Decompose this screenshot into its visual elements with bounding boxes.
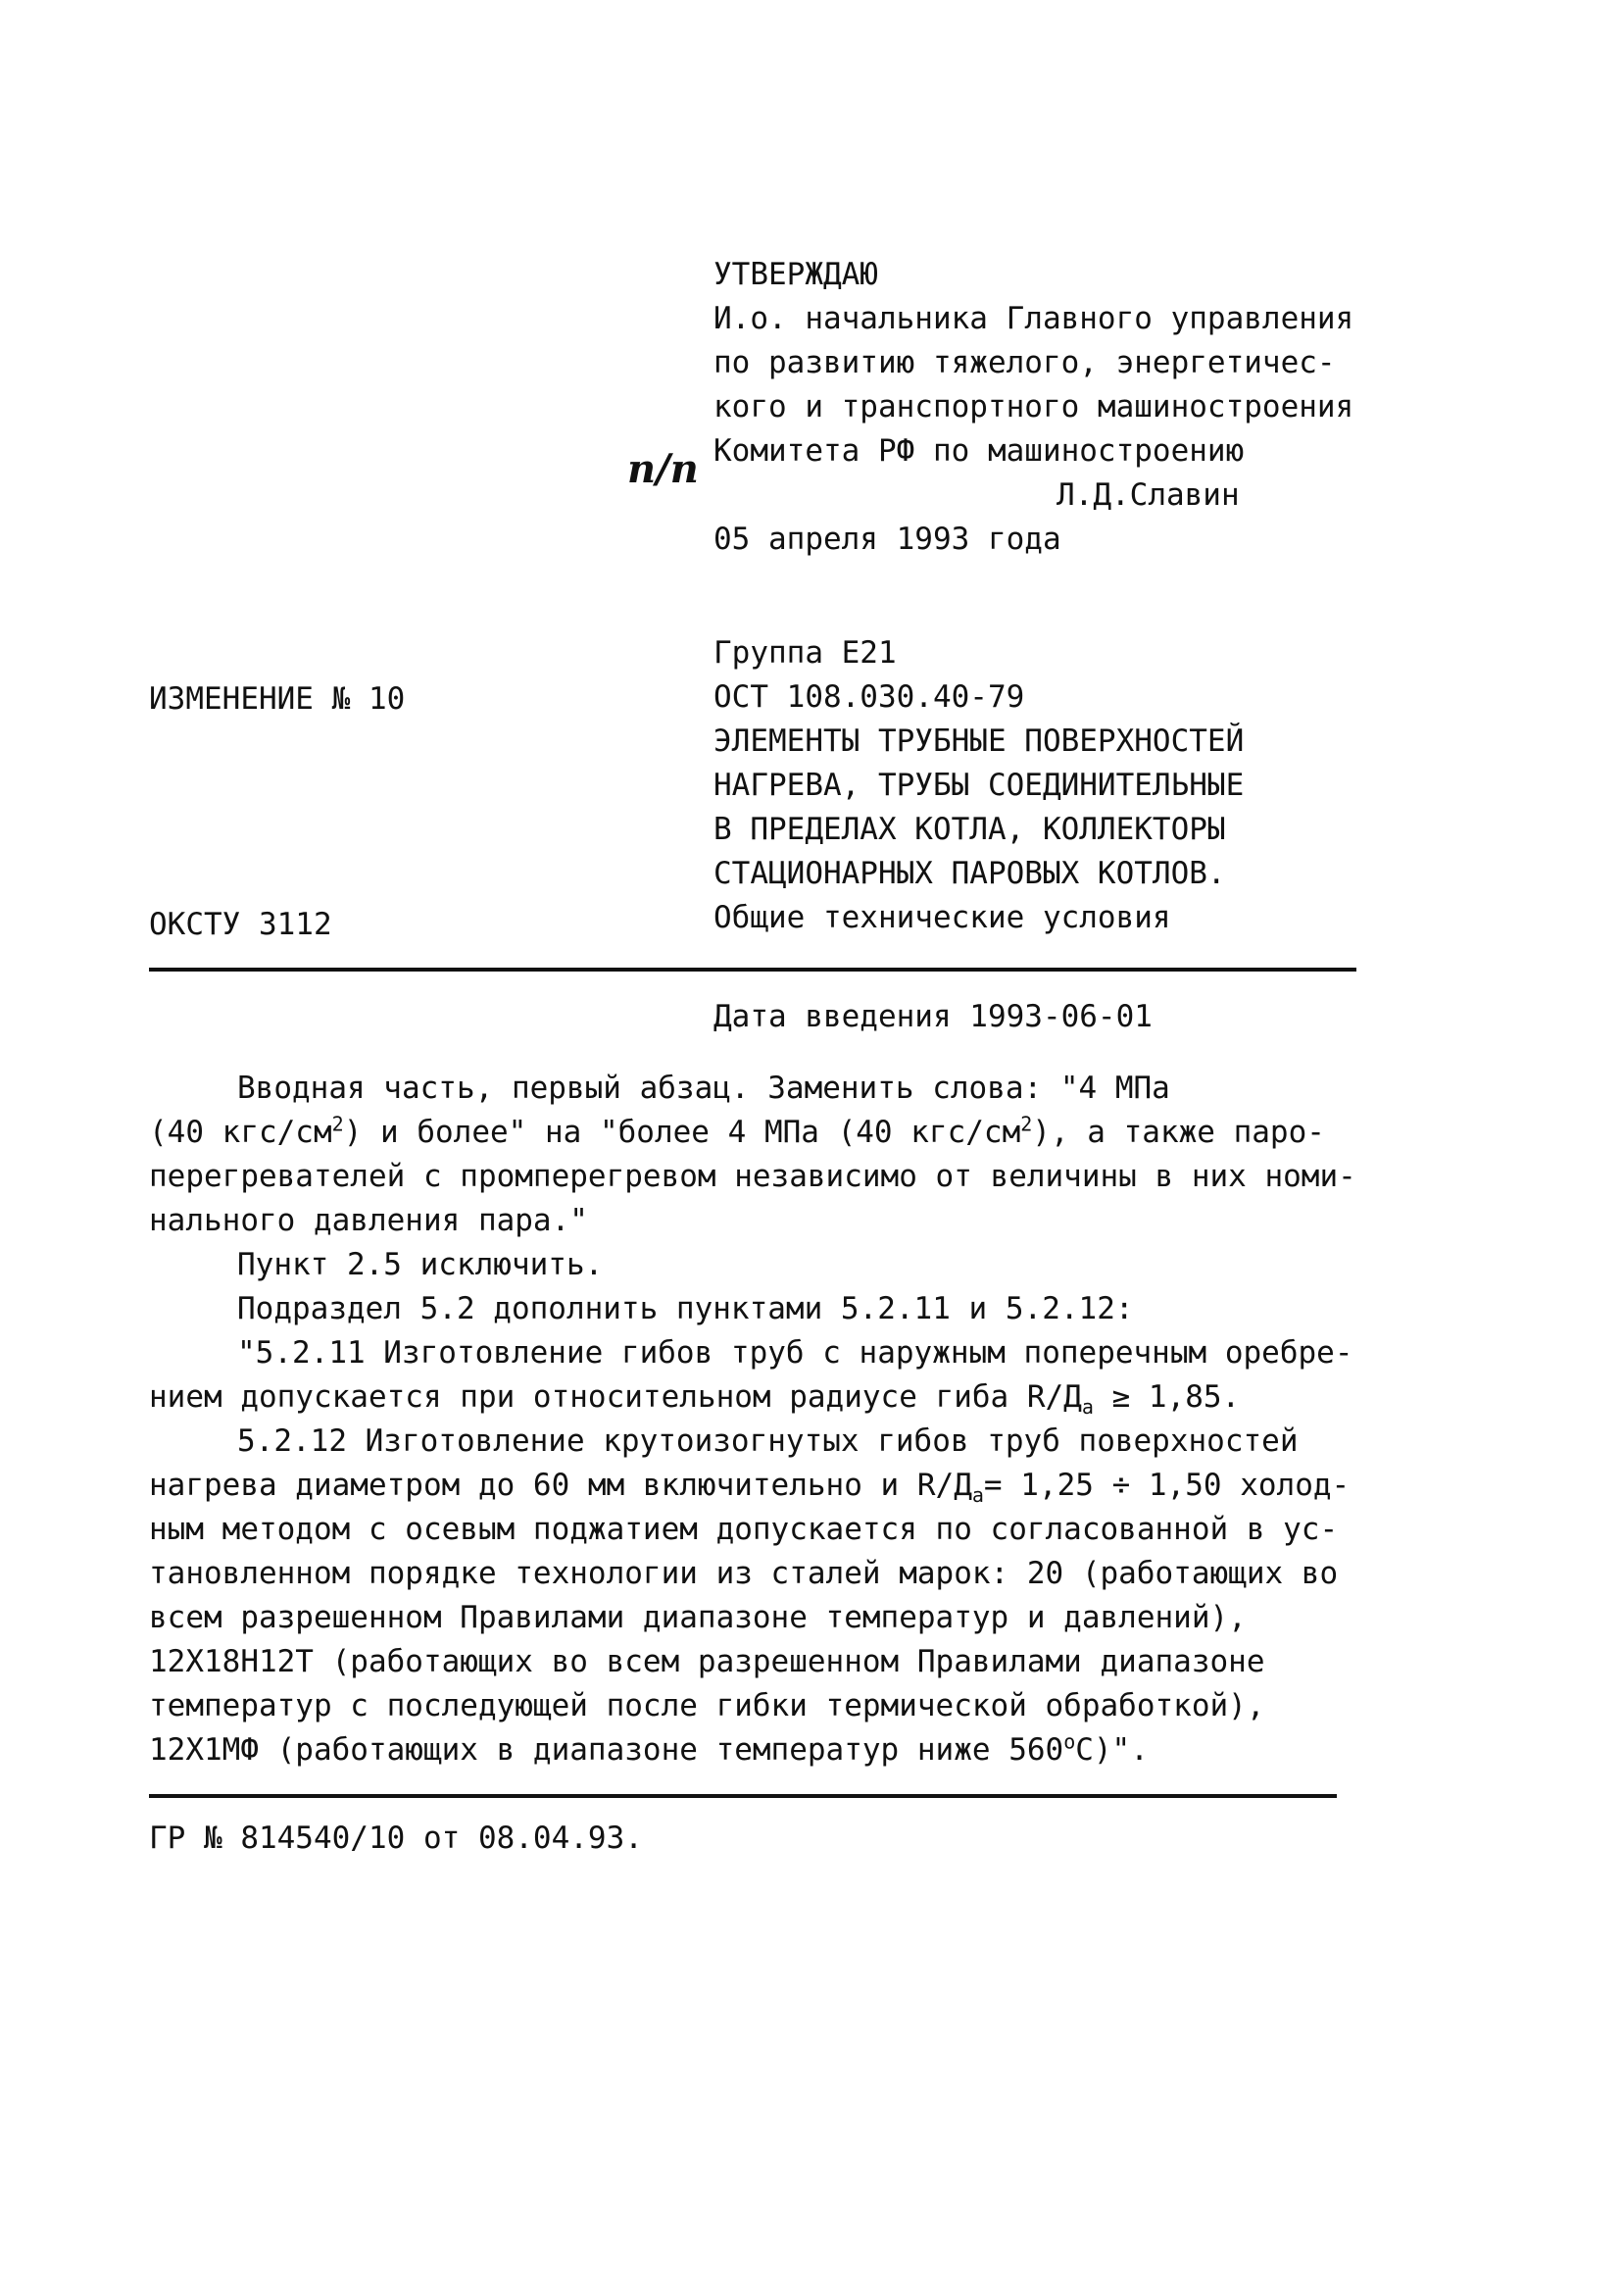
approval-line: Комитета РФ по машиностроению [713,433,1245,469]
text-line: нием допускается при относительном радиусе гиба $R/Д_а \ge 1,85$. [149,1379,1241,1420]
standard-title-line: НАГРЕВА, ТРУБЫ СОЕДИНИТЕЛЬНЫЕ [713,768,1245,803]
text-line: 12Х1МФ (работающих в диапазоне температур ниже $560^оС$)". [149,1729,1149,1768]
approval-title: УТВЕРЖДАЮ [713,257,878,292]
text-line: Пункт 2.5 исключить. [237,1247,604,1282]
group-code: Группа Е21 [713,635,897,671]
divider [149,1794,1337,1798]
signature-mark: п/п [627,446,699,492]
text-line: температур с последующей после гибки термической обработкой), [149,1688,1265,1723]
standard-title-line: В ПРЕДЕЛАХ КОТЛА, КОЛЛЕКТОРЫ [713,812,1226,847]
text-line: всем разрешенном Правилами диапазоне температур и давлений), [149,1600,1247,1635]
approval-line: по развитию тяжелого, энергетичес- [713,345,1336,380]
approval-line: И.о. начальника Главного управления [713,301,1354,336]
registration-number: ГР № 814540/10 от 08.04.93. [149,1821,643,1856]
text-line: нального давления пара." [149,1203,588,1238]
text-line: тановленном порядке технологии из сталей марок: 20 (работающих во [149,1556,1339,1591]
text-line: ным методом с осевым поджатием допускается по согласованной в ус- [149,1512,1339,1547]
introduction-date: Дата введения 1993-06-01 [713,999,1153,1034]
change-text [149,1067,1364,1772]
text-line: 12Х18Н12Т (работающих во всем разрешенном Правилами диапазоне [149,1644,1265,1679]
text-line: перегревателей с промперегревом независимо от величины в них номи- [149,1159,1356,1194]
standard-number: ОСТ 108.030.40-79 [713,679,1025,715]
standard-subtitle: Общие технические условия [713,900,1171,935]
text-line: (40 кгс/$см^2$) и более" на "более 4 МПа (40 кгс/$см^2$), а также паро- [149,1112,1325,1150]
standard-title-line: ЭЛЕМЕНТЫ ТРУБНЫЕ ПОВЕРХНОСТЕЙ [713,724,1245,759]
standard-title-line: СТАЦИОНАРНЫХ ПАРОВЫХ КОТЛОВ. [713,856,1226,891]
approval-block [713,253,1380,562]
standard-header [713,631,1244,940]
change-number: ИЗМЕНЕНИЕ № 10 [149,681,406,717]
text-line: нагрева диаметром до 60 мм включительно и $R/Д_а= 1,25 \div 1,50$ холод- [149,1468,1351,1508]
text-line: 5.2.12 Изготовление крутоизогнутых гибов труб поверхностей [237,1423,1299,1459]
text-line: Вводная часть, первый абзац. Заменить слова: "4 МПа [237,1071,1170,1106]
approval-date: 05 апреля 1993 года [713,522,1061,557]
approval-signer: Л.Д.Славин [1057,477,1240,513]
text-line: "5.2.11 Изготовление гибов труб с наружным поперечным оребре- [237,1335,1353,1371]
divider [149,968,1356,972]
okstu-code: ОКСТУ 3112 [149,907,332,942]
text-line: Подраздел 5.2 дополнить пунктами 5.2.11 и 5.2.12: [237,1291,1134,1326]
approval-line: кого и транспортного машиностроения [713,389,1354,424]
